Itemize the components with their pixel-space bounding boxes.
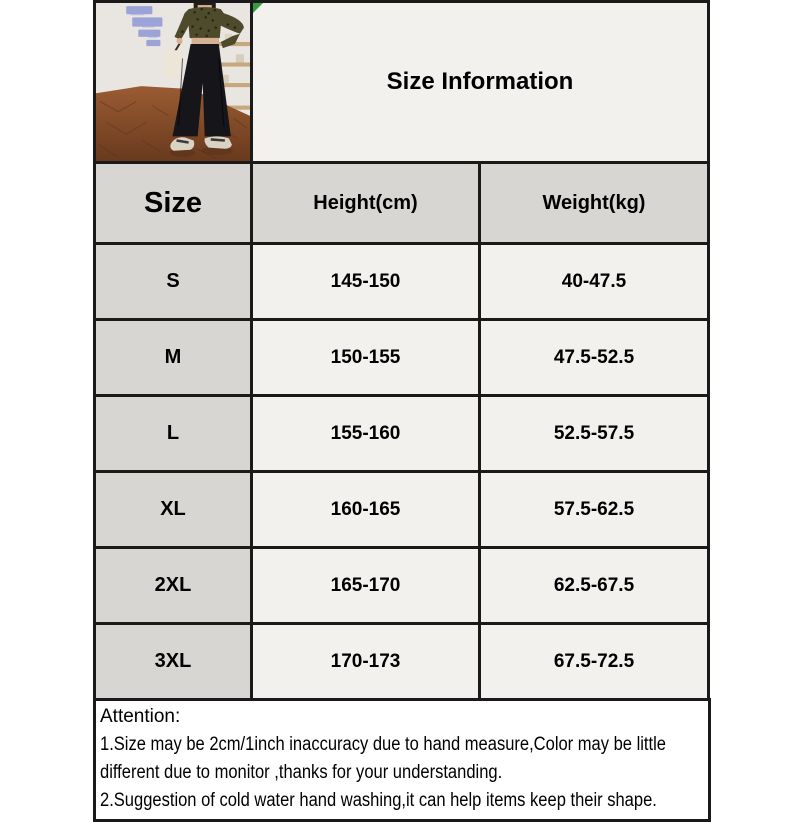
height-value: 155-160 (252, 396, 480, 472)
weight-value: 57.5-62.5 (480, 472, 709, 548)
height-value: 160-165 (252, 472, 480, 548)
table-row-3xl (95, 624, 709, 700)
table-row-xl (95, 472, 709, 548)
attention-line-2: different due to monitor ,thanks for your understanding. (100, 762, 503, 783)
cell-corner-flag-icon (253, 3, 263, 13)
table-row-m (95, 320, 709, 396)
attention-note (93, 698, 711, 822)
column-header-height: Height(cm) (252, 163, 480, 244)
size-chart-sheet (93, 0, 707, 822)
weight-value: 67.5-72.5 (480, 624, 709, 700)
attention-line-1: 1.Size may be 2cm/1inch inaccuracy due to hand measure,Color may be little (100, 734, 666, 755)
top-row (95, 2, 709, 163)
size-label: L (95, 396, 252, 472)
height-value: 165-170 (252, 548, 480, 624)
table-header-row (95, 163, 709, 244)
size-label: 3XL (95, 624, 252, 700)
product-photo (95, 2, 252, 163)
size-information-title-cell (252, 2, 709, 163)
attention-line-3: 2.Suggestion of cold water hand washing,it can help items keep their shape. (100, 790, 657, 811)
table-row-l (95, 396, 709, 472)
size-table (93, 0, 710, 701)
weight-value: 47.5-52.5 (480, 320, 709, 396)
attention-title: Attention: (100, 706, 181, 727)
size-label: 2XL (95, 548, 252, 624)
size-label: S (95, 244, 252, 320)
weight-value: 40-47.5 (480, 244, 709, 320)
height-value: 170-173 (252, 624, 480, 700)
weight-value: 52.5-57.5 (480, 396, 709, 472)
size-label: XL (95, 472, 252, 548)
table-row-s (95, 244, 709, 320)
height-value: 145-150 (252, 244, 480, 320)
column-header-size: Size (95, 163, 252, 244)
column-header-weight: Weight(kg) (480, 163, 709, 244)
size-information-title: Size Information (386, 68, 574, 95)
height-value: 150-155 (252, 320, 480, 396)
table-row-2xl (95, 548, 709, 624)
size-label: M (95, 320, 252, 396)
weight-value: 62.5-67.5 (480, 548, 709, 624)
product-photo-image (96, 3, 250, 161)
